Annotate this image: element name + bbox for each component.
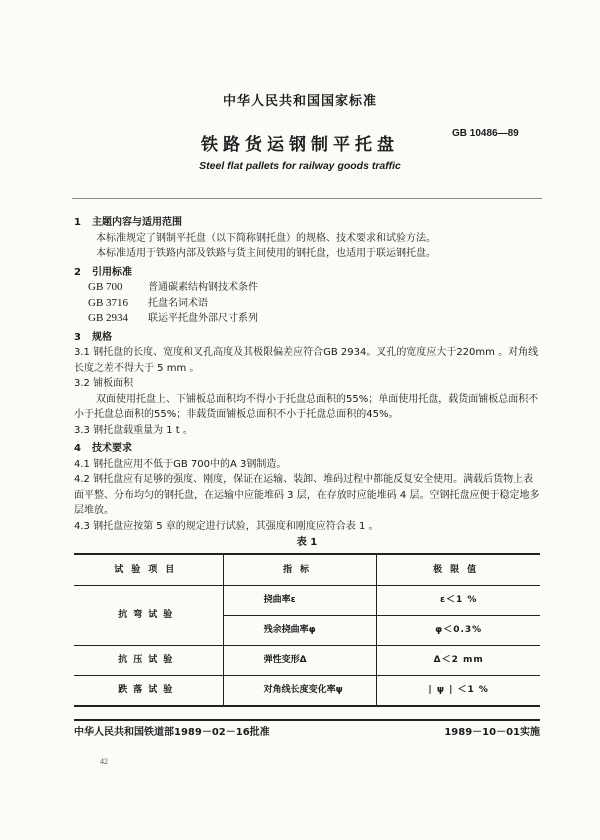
reference-code: GB 3716 xyxy=(88,296,129,309)
reference-code: GB 700 xyxy=(88,281,123,293)
standard-code: GB 10486—89 xyxy=(452,128,519,139)
reference-item xyxy=(74,296,540,312)
clause-3-2-title: 3.2 铺板面积 xyxy=(74,378,134,389)
indicator: 残余挠曲率φ xyxy=(223,615,377,645)
document-title: 铁路货运钢制平托盘 xyxy=(201,135,399,155)
footer-divider xyxy=(74,719,540,721)
section-number: 3 xyxy=(74,331,81,343)
limit-value: Δ＜2 mm xyxy=(377,645,540,675)
clause-4-3: 4.3 钢托盘应按第 5 章的规定进行试验，其强度和刚度应符合表 1 。 xyxy=(74,520,379,532)
test-item: 跌落试验 xyxy=(74,675,223,706)
column-header: 指标 xyxy=(223,554,377,586)
document-body xyxy=(74,212,540,770)
indicator: 挠曲率ε xyxy=(223,585,377,615)
footer xyxy=(74,725,540,741)
effective-date: 1989－10－01实施 xyxy=(444,726,540,738)
section-4-heading xyxy=(74,441,540,457)
clause-4-1: 4.1 钢托盘应用不低于GB 700中的A 3钢制造。 xyxy=(74,458,287,470)
section-1-heading xyxy=(74,215,540,231)
section-number: 2 xyxy=(74,266,81,278)
reference-code: GB 2934 xyxy=(88,312,129,324)
column-header: 试验项目 xyxy=(74,554,223,586)
section-3-heading xyxy=(74,330,540,346)
national-standard-label: 中华人民共和国国家标准 xyxy=(222,94,377,109)
table-row xyxy=(74,675,540,706)
reference-name: 联运平托盘外部尺寸系列 xyxy=(148,313,258,324)
paragraph: 本标准规定了钢制平托盘（以下简称钢托盘）的规格、技术要求和试验方法。 xyxy=(96,232,436,244)
clause-3-1: 3.1 钢托盘的长度、宽度和叉孔高度及其极限偏差应符合GB 2934。叉孔的宽度应大于220mm 。对角线长度之差不得大于 5 mm 。 xyxy=(74,347,539,374)
table-row xyxy=(74,645,540,675)
reference-name: 普通碳素结构钢技术条件 xyxy=(148,282,258,293)
clause-4-2: 4.2 钢托盘应有足够的强度、刚度，保证在运输、装卸、堆码过程中都能反复安全使用。满载后货物上表面平整、分布均匀的钢托盘，在运输中应能堆码 3 层，在存放时应能堆码 4 层。空钢托盘应便于稳定地多层堆放。 xyxy=(74,474,540,516)
indicator: 弹性变形Δ xyxy=(223,645,377,675)
clause-3-3: 3.3 钢托盘载重量为 1 t 。 xyxy=(74,424,193,436)
section-title: 规格 xyxy=(92,331,112,343)
limit-value: ε＜1 % xyxy=(377,585,540,615)
reference-item xyxy=(74,280,540,296)
test-item: 抗弯试验 xyxy=(74,585,223,645)
reference-name: 托盘名词术语 xyxy=(148,297,208,309)
limit-value: φ＜0.3% xyxy=(377,615,540,645)
paragraph: 本标准适用于铁路内部及铁路与货主间使用的钢托盘，也适用于联运钢托盘。 xyxy=(96,248,436,259)
section-2-heading xyxy=(74,265,540,281)
indicator: 对角线长度变化率ψ xyxy=(223,675,377,706)
section-title: 主题内容与适用范围 xyxy=(92,217,182,228)
column-header: 极限值 xyxy=(377,554,540,586)
test-item: 抗压试验 xyxy=(74,645,223,675)
section-title: 技术要求 xyxy=(92,443,132,454)
approval-date: 中华人民共和国铁道部1989－02－16批准 xyxy=(74,726,270,738)
section-title: 引用标准 xyxy=(92,266,132,278)
requirements-table xyxy=(74,553,540,707)
table-header-row xyxy=(74,554,540,586)
section-number: 1 xyxy=(74,217,81,228)
english-title: Steel flat pallets for railway goods traffic xyxy=(199,160,401,172)
table-row xyxy=(74,585,540,615)
table-caption: 表 1 xyxy=(296,537,318,548)
reference-item xyxy=(74,311,540,327)
limit-value: | ψ | ＜1 % xyxy=(377,675,540,706)
clause-3-2: 双面使用托盘上、下铺板总面积均不得小于托盘总面积的55%；单面使用托盘，载货面铺板总面积不小于托盘总面积的55%；非载货面铺板总面积不小于托盘总面积的45%。 xyxy=(74,393,539,420)
page-number: 42 xyxy=(100,757,108,766)
section-number: 4 xyxy=(74,443,81,454)
header-divider xyxy=(72,198,542,199)
